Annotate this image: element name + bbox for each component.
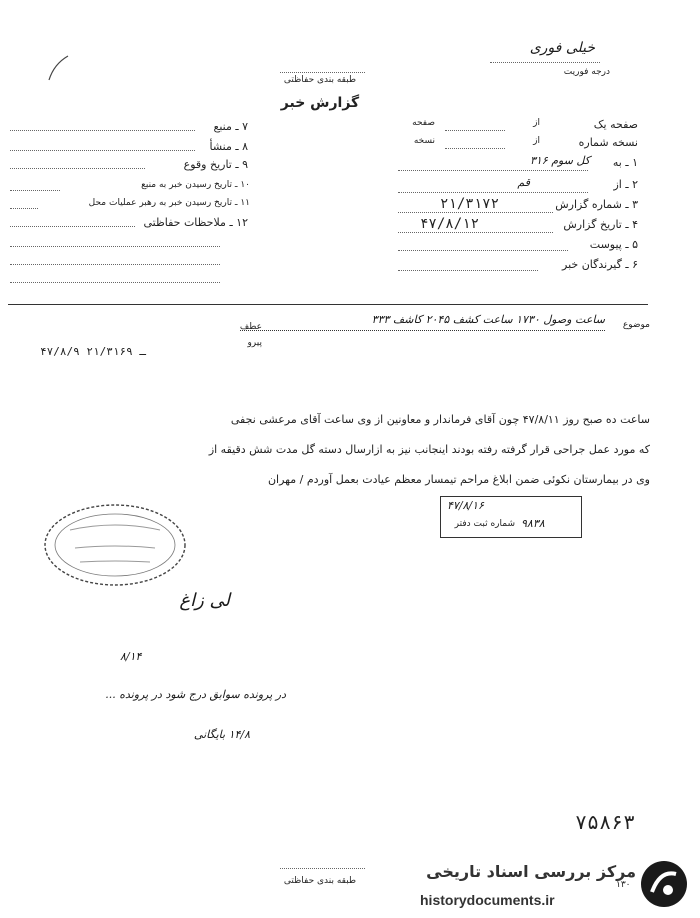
handwritten-note-sign: ۱۴/۸ بایگانی <box>193 728 250 741</box>
handwritten-note: در پرونده سوابق درج شود در پرونده ... <box>105 688 286 701</box>
watermark-logo-icon <box>638 858 690 910</box>
atf-label: عطف <box>239 322 262 332</box>
row-from-label: ۲ ـ از <box>613 178 638 191</box>
row-received-leader: ۱۱ ـ تاریخ رسیدن خبر به رهبر عملیات محل <box>88 198 250 208</box>
row-from-value: قم <box>517 176 530 189</box>
classification-bottom: طبقه بندی حفاظتی <box>283 876 357 886</box>
row-copy: نسخه شماره <box>578 136 638 149</box>
handwritten-initials: لی زاغ <box>179 590 230 611</box>
page-number: ۱۳۰ <box>616 880 631 890</box>
body-line-3: وی در بیمارستان نکوئی ضمن ابلاغ مراحم تیمسار معظم عیادت بعمل آوردم / مهران <box>267 473 650 486</box>
subject-text: ساعت وصول ۱۷۳۰ ساعت کشف ۲۰۴۵ کاشف ۳۳۳ <box>371 313 605 326</box>
urgency-value: خیلی فوری <box>529 40 595 56</box>
row-protection-notes: ۱۲ ـ ملاحظات حفاظتی <box>143 216 248 229</box>
row-page: صفحه یک <box>593 118 638 131</box>
stamp-date: ۴۷/۸/۱۶ <box>447 499 484 512</box>
pen-mark <box>44 52 74 82</box>
peyro-label: پیرو <box>247 338 262 348</box>
registration-stamp <box>440 496 582 538</box>
row-report-date-value: ۴۷/۸/۱۲ <box>420 216 480 232</box>
row-page-end: صفحه <box>412 118 435 128</box>
classification-top: طبقه بندی حفاظتی <box>283 75 357 85</box>
row-page-mid: از <box>533 118 540 128</box>
row-copy-end: نسخه <box>413 136 435 146</box>
body-line-2: که مورد عمل جراحی قرار گرفته رفته بودند اینجانب نیز به ازارسال دسته گل مدت شش دقیقه از <box>208 443 650 456</box>
row-to-value: کل سوم ۳۱۶ <box>529 154 590 167</box>
stamp-number: ۹۸۳۸ <box>521 517 545 530</box>
row-source: ۷ ـ منبع <box>213 120 248 133</box>
row-to-label: ۱ ـ به <box>612 156 638 169</box>
row-report-no-value: ۲۱/۳۱۷۲ <box>440 196 500 212</box>
reference-text: ۴۷/۸/۹ ـ ۲۱/۳۱۶۹ <box>40 345 146 358</box>
row-report-no-label: ۳ ـ شماره گزارش <box>555 198 638 211</box>
oval-seal <box>40 500 190 590</box>
row-recipients: ۶ ـ گیرندگان خبر <box>562 258 638 271</box>
row-copy-mid: از <box>533 136 540 146</box>
row-occurrence: ۹ ـ تاریخ وقوع <box>183 158 248 171</box>
document-number: ۷۵۸۶۳ <box>575 810 636 834</box>
subject-label: موضوع <box>622 320 650 330</box>
row-origin: ۸ ـ منشأ <box>209 140 248 153</box>
row-report-date-label: ۴ ـ تاریخ گزارش <box>563 218 638 231</box>
stamp-label: شماره ثبت دفتر <box>454 519 515 529</box>
row-received-source: ۱۰ ـ تاریخ رسیدن خبر به منبع <box>141 180 250 190</box>
urgency-label: درجه فوریت <box>563 67 610 77</box>
handwritten-date: ۸/۱۴ <box>120 650 142 663</box>
row-attachment: ۵ ـ پیوست <box>589 238 638 251</box>
report-title: گزارش خبر <box>280 95 360 111</box>
body-line-1: ساعت ده صبح روز ۴۷/۸/۱۱ چون آقای فرماندار و معاونین از وی ساعت آقای مرعشی نجفی <box>230 413 650 426</box>
watermark-title: مرکز بررسی اسناد تاریخی <box>426 862 636 881</box>
watermark-url: historydocuments.ir <box>420 892 555 908</box>
